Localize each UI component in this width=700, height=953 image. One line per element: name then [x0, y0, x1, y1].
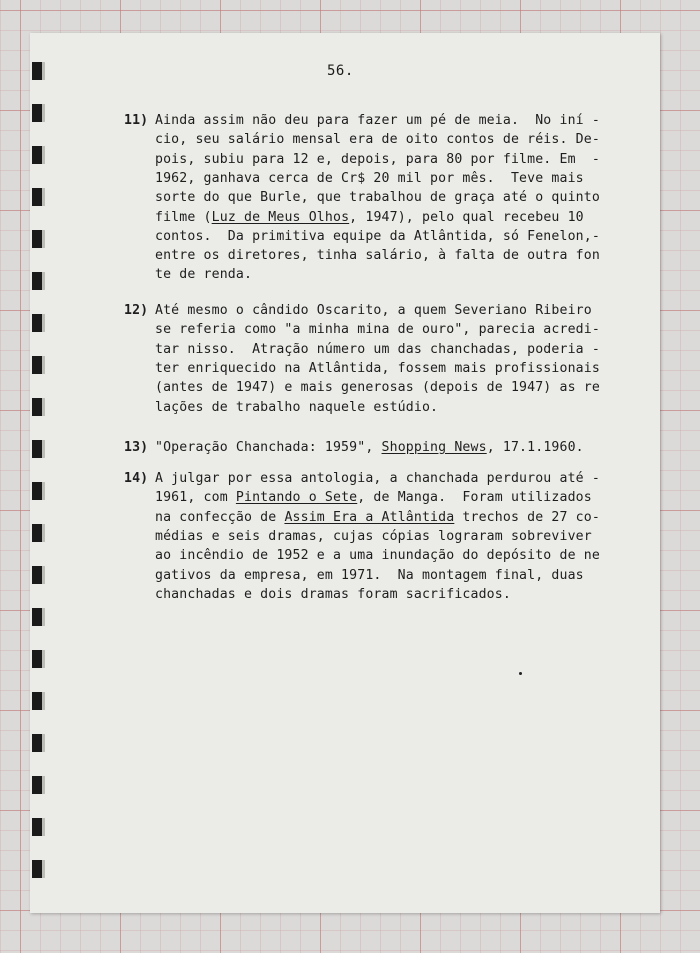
ink-speck	[519, 672, 522, 675]
note-number: 12)	[124, 303, 149, 318]
text-segment: "Operação Chanchada: 1959",	[155, 440, 382, 455]
punch-hole	[32, 230, 45, 248]
text-segment: , 17.1.1960.	[486, 440, 584, 455]
text-segment: te de renda.	[155, 267, 253, 283]
punch-hole	[32, 356, 45, 374]
text-segment: gativos da empresa, em 1971. Na montagem final, duas	[155, 567, 584, 583]
punch-hole	[32, 188, 45, 206]
text-segment: pois, subiu para 12 e, depois, para 80 por filme. Em -	[155, 151, 600, 167]
punch-hole	[32, 566, 45, 584]
note-number: 14)	[124, 471, 149, 486]
text-segment: sorte do que Burle, que trabalhou de graça até o quinto	[155, 190, 600, 206]
text-segment: (antes de 1947) e mais generosas (depois de 1947) as re	[155, 380, 600, 396]
text-segment: médias e seis dramas, cujas cópias lograram sobreviver	[155, 528, 592, 544]
punch-hole	[32, 524, 45, 542]
text-segment: , de Manga. Foram utilizados	[357, 490, 592, 506]
text-segment: na confecção de	[155, 509, 285, 525]
punch-hole	[32, 692, 45, 710]
punch-hole	[32, 860, 45, 878]
punch-hole	[32, 272, 45, 290]
punch-hole	[32, 440, 45, 458]
punch-hole	[32, 314, 45, 332]
text-segment: Ainda assim não deu para fazer um pé de meia. No iní -	[155, 113, 600, 128]
text-segment: , 1947), pelo qual recebeu 10	[349, 209, 584, 225]
text-segment: se referia como "a minha mina de ouro", parecia acredi-	[155, 322, 600, 338]
text-segment: Até mesmo o cândido Oscarito, a quem Severiano Ribeiro	[155, 303, 592, 318]
text-segment: entre os diretores, tinha salário, à falta de outra fon	[155, 248, 600, 264]
page-number: 56.	[327, 63, 354, 79]
punch-hole	[32, 104, 45, 122]
text-segment: 1961, com	[155, 490, 236, 506]
punch-hole	[32, 482, 45, 500]
text-segment: trechos de 27 co-	[454, 509, 600, 525]
text-segment: 1962, ganhava cerca de Cr$ 20 mil por mês. Teve mais	[155, 170, 584, 186]
punch-hole	[32, 62, 45, 80]
text-segment: contos. Da primitiva equipe da Atlântida, só Fenelon,-	[155, 228, 600, 244]
punch-hole	[32, 398, 45, 416]
text-segment: lações de trabalho naquele estúdio.	[155, 399, 439, 415]
paper-sheet	[30, 33, 660, 913]
underlined-title: Luz de Meus Olhos	[211, 209, 350, 225]
note-number: 13)	[124, 440, 149, 455]
note-number: 11)	[124, 113, 149, 128]
punch-hole	[32, 146, 45, 164]
text-segment: cio, seu salário mensal era de oito contos de réis. De-	[155, 132, 600, 148]
text-segment: ao incêndio de 1952 e a uma inundação do depósito de ne	[155, 548, 600, 564]
punch-hole	[32, 734, 45, 752]
punch-hole	[32, 818, 45, 836]
text-segment: A julgar por essa antologia, a chanchada perdurou até -	[155, 471, 600, 486]
punch-hole	[32, 608, 45, 626]
text-segment: ter enriquecido na Atlântida, fossem mais profissionais	[155, 360, 600, 376]
text-segment: filme (	[155, 209, 212, 225]
punch-hole	[32, 650, 45, 668]
punch-hole	[32, 776, 45, 794]
underlined-title: Shopping News	[381, 440, 487, 455]
text-segment: tar nisso. Atração número um das chanchadas, poderia -	[155, 341, 600, 357]
underlined-title: Pintando o Sete	[235, 490, 358, 506]
underlined-title: Assim Era a Atlântida	[284, 509, 455, 525]
text-segment: chanchadas e dois dramas foram sacrificados.	[155, 586, 511, 602]
